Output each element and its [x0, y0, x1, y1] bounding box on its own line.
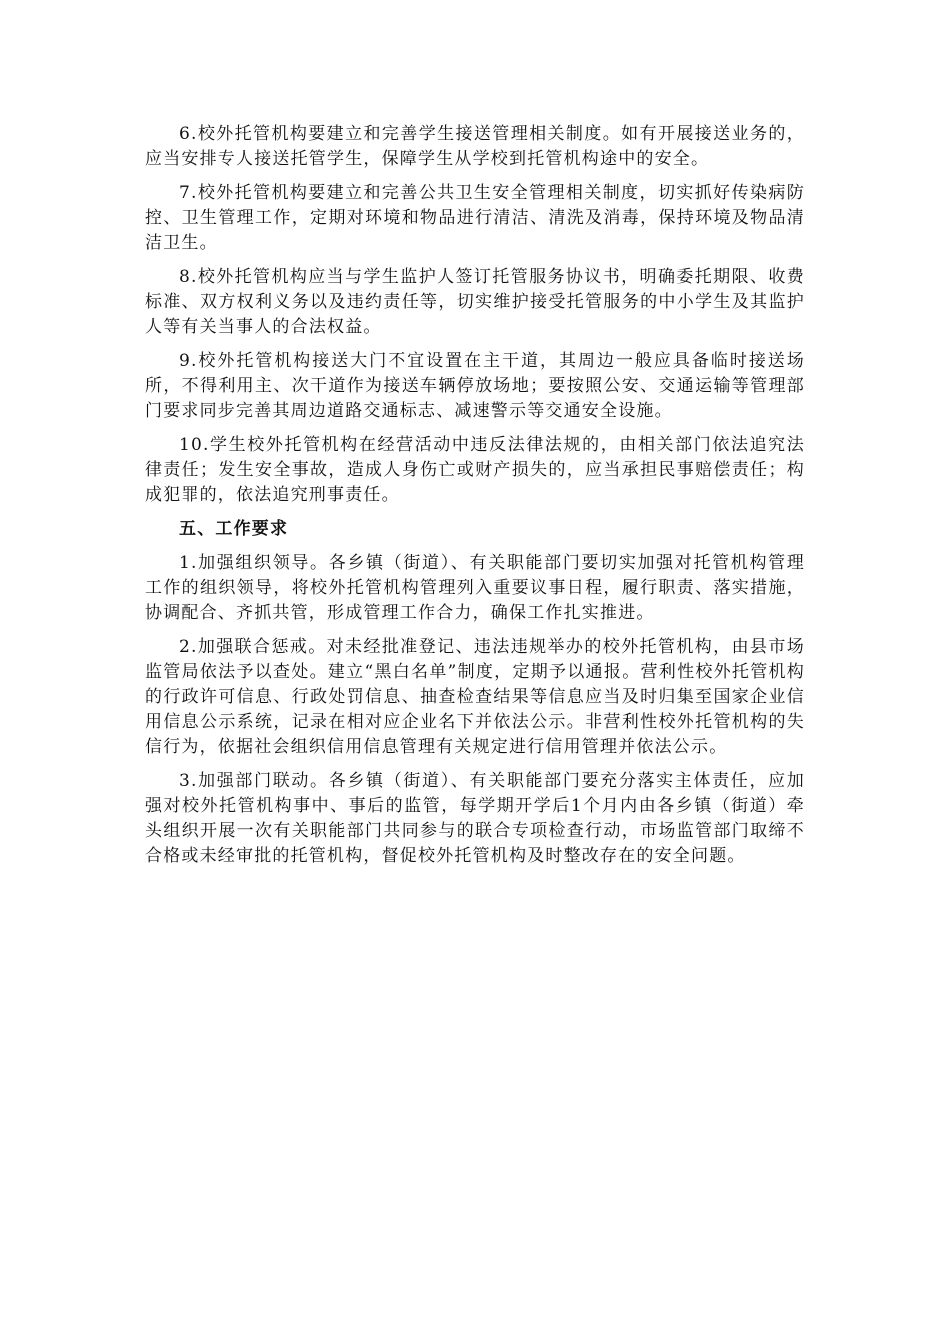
paragraph-item-6: 6.校外托管机构要建立和完善学生接送管理相关制度。如有开展接送业务的，应当安排专人接送托管学生，保障学生从学校到托管机构途中的安全。: [145, 124, 805, 169]
document-page: [145, 122, 805, 878]
paragraph-item-7: 7.校外托管机构要建立和完善公共卫生安全管理相关制度，切实抓好传染病防控、卫生管理工作，定期对环境和物品进行清洁、清洗及消毒，保持环境及物品清洁卫生。: [145, 183, 805, 253]
paragraph-item-8: 8.校外托管机构应当与学生监护人签订托管服务协议书，明确委托期限、收费标准、双方权利义务以及违约责任等，切实维护接受托管服务的中小学生及其监护人等有关当事人的合法权益。: [145, 267, 805, 337]
section-heading-work-requirements: 五、工作要求: [179, 519, 289, 539]
paragraph-item-9: 9.校外托管机构接送大门不宜设置在主干道，其周边一般应具备临时接送场所，不得利用主、次干道作为接送车辆停放场地；要按照公安、交通运输等管理部门要求同步完善其周边道路交通标志、减速警示等交通安全设施。: [145, 351, 805, 421]
paragraph-item-10: 10.学生校外托管机构在经营活动中违反法律法规的，由相关部门依法追究法律责任；发生安全事故，造成人身伤亡或财产损失的，应当承担民事赔偿责任；构成犯罪的，依法追究刑事责任。: [145, 435, 805, 505]
paragraph-requirement-3: 3.加强部门联动。各乡镇（街道）、有关职能部门要充分落实主体责任，应加强对校外托管机构事中、事后的监管，每学期开学后1个月内由各乡镇（街道）牵头组织开展一次有关职能部门共同参与的联合专项检查行动，市场监管部门取缔不合格或未经审批的托管机构，督促校外托管机构及时整改存在的安全问题。: [145, 771, 805, 866]
paragraph-requirement-2: 2.加强联合惩戒。对未经批准登记、违法违规举办的校外托管机构，由县市场监管局依法予以查处。建立“黑白名单”制度，定期予以通报。营利性校外托管机构的行政许可信息、行政处罚信息、抽查检查结果等信息应当及时归集至国家企业信用信息公示系统，记录在相对应企业名下并依法公示。非营利性校外托管机构的失信行为，依据社会组织信用信息管理有关规定进行信用管理并依法公示。: [145, 637, 805, 757]
paragraph-requirement-1: 1.加强组织领导。各乡镇（街道）、有关职能部门要切实加强对托管机构管理工作的组织领导，将校外托管机构管理列入重要议事日程，履行职责、落实措施，协调配合、齐抓共管，形成管理工作合力，确保工作扎实推进。: [145, 553, 805, 623]
